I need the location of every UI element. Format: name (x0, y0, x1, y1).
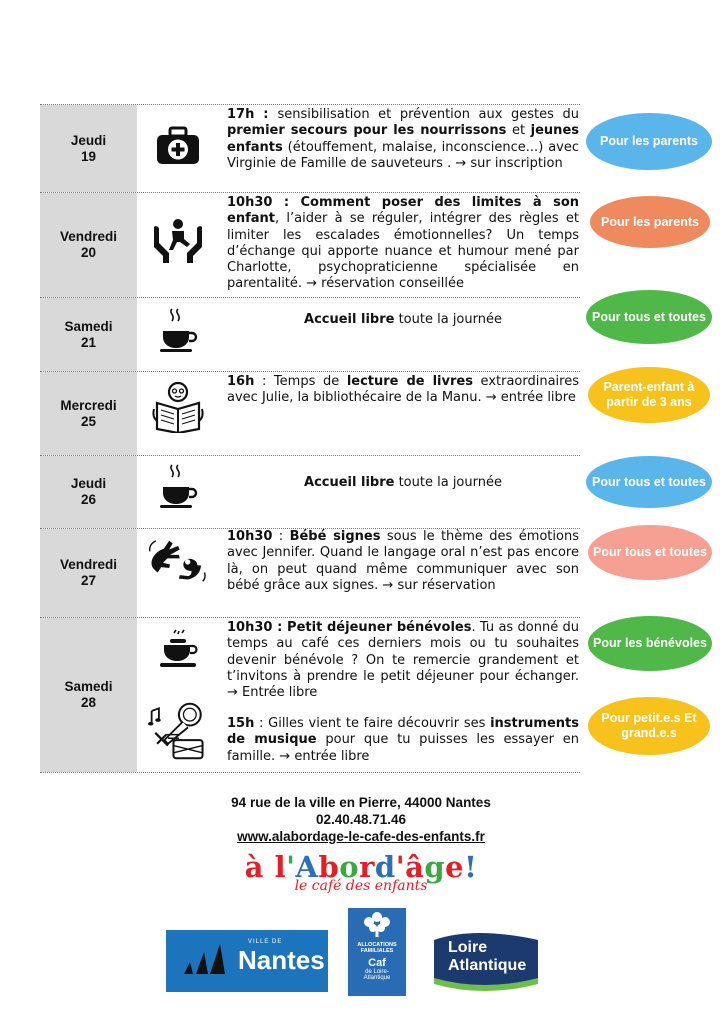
website-link[interactable]: www.alabordage-le-cafe-des-enfants.fr (237, 829, 485, 844)
day-name: Samedi (64, 318, 113, 334)
event-text (227, 195, 579, 293)
text-run: et (506, 123, 531, 139)
brand-tagline: le café des enfants (294, 878, 428, 894)
brand-letter: l (274, 850, 287, 884)
day-name: Jeudi (70, 132, 107, 148)
event-row (40, 617, 580, 773)
loire-line1: Loire (448, 939, 488, 956)
bold-text: instruments de musique (227, 716, 579, 748)
day-name: Vendredi (59, 557, 118, 572)
caf-line4: de Loire- (365, 969, 389, 975)
event-text (227, 475, 579, 491)
event-row (40, 371, 580, 455)
brand-letter: â (405, 850, 425, 884)
bold-text: 17h : (227, 107, 278, 122)
day-cell (40, 105, 137, 192)
day-date: 28 (80, 695, 97, 710)
sign-language-icon (148, 535, 208, 587)
audience-badge: Pour tous et toutes (586, 290, 712, 344)
day-date: 26 (80, 492, 97, 507)
bold-text: Accueil libre (304, 312, 395, 327)
loire-line2: Atlantique (448, 957, 527, 974)
day-name: Vendredi (59, 229, 118, 244)
brand-letter: b (318, 850, 340, 884)
brand-letter: ' (286, 850, 296, 884)
audience-badge: Pour les parents (590, 196, 710, 248)
event-text (227, 107, 579, 172)
brand-letter: à (244, 850, 264, 884)
bold-text: jeunes enfants (227, 123, 579, 155)
audience-badge: Pour tous et toutes (586, 456, 712, 508)
event-row (40, 455, 580, 528)
bold-text: premier secours pour les nourrissons (227, 123, 507, 139)
day-cell (40, 529, 137, 617)
text-run: . Tu as donné du temps au café ces derniers mois ou tu souhaites devenir bénévole ? On te remercie grandement et t’invitons à prendre le petit déjeuner pour échanger. → Entrée libre (227, 620, 579, 701)
event-text (227, 529, 579, 594)
brand-letter: g (424, 850, 446, 884)
brand-letter: o (339, 850, 360, 884)
day-name: Samedi (64, 679, 113, 694)
event-text (227, 374, 579, 407)
text-run: : Temps de (254, 374, 347, 389)
contact-footer (0, 794, 722, 845)
bold-text: Bébé signes (289, 529, 381, 544)
event-text (227, 312, 579, 328)
text-run: : (272, 529, 290, 544)
text-run: (étouffement, malaise, inconscience...) avec Virginie de Famille de sauveteurs . → sur inscription (227, 139, 579, 171)
text-run: toute la journée (394, 475, 502, 490)
caf-tree-icon (360, 911, 394, 937)
event-text (227, 716, 579, 765)
day-cell (40, 298, 137, 371)
caf-logo (348, 908, 406, 996)
text-run: toute la journée (394, 312, 502, 327)
audience-badge: Pour les bénévoles (588, 616, 712, 671)
text-run: : Gilles vient te faire découvrir ses (254, 716, 491, 731)
brand-letter: r (359, 850, 375, 884)
brand-letter: e (445, 850, 465, 884)
brand-logo (0, 850, 722, 894)
brand-letter: ' (395, 850, 406, 884)
audience-badge: Pour les parents (586, 113, 712, 170)
day-cell (40, 193, 137, 297)
brand-letter: A (295, 850, 319, 884)
brand-letter: ! (464, 850, 478, 884)
bold-text: 15h (227, 716, 255, 731)
bold-text: Accueil libre (304, 475, 395, 490)
event-row (40, 192, 580, 297)
bold-text: lecture de livres (346, 374, 473, 389)
hands-child-icon (148, 211, 208, 271)
ville-de-nantes-logo (166, 930, 328, 992)
day-date: 20 (80, 245, 97, 260)
first-aid-kit-icon (148, 121, 208, 171)
day-date: 27 (80, 573, 97, 588)
nantes-name: Nantes (238, 945, 325, 975)
day-name: Jeudi (70, 476, 107, 491)
day-name: Mercredi (60, 397, 117, 413)
address: 94 rue de la ville en Pierre, 44000 Nantes (231, 795, 491, 810)
person-reading-icon (148, 378, 208, 434)
audience-badge: Pour petit.e.s Et grand.e.s (588, 697, 710, 755)
nantes-small-text: VILLE DE (248, 939, 283, 945)
day-cell (40, 372, 137, 455)
bold-text: 10h30 (227, 529, 273, 544)
loire-atlantique-logo (430, 930, 542, 992)
day-cell (40, 618, 137, 772)
brand-letter: d (374, 850, 396, 884)
text-run: sous le thème des émotions avec Jennifer. Quand le langage oral n’est pas encore là, on peut quand même communiquer avec son bébé grâce aux signes. → sur réservation (227, 529, 579, 593)
caf-line5: Atlantique (363, 975, 391, 981)
bold-text: 10h30 : Comment poser des limites à son enfant (227, 195, 579, 227)
brand-letter (264, 850, 275, 884)
event-row (40, 297, 580, 371)
nantes-mark-icon (184, 944, 238, 978)
coffee-cup-icon (148, 306, 208, 354)
day-date: 19 (80, 148, 97, 164)
phone: 02.40.48.71.46 (315, 812, 407, 827)
day-date: 25 (80, 413, 97, 429)
text-run: sensibilisation et prévention aux gestes du (277, 107, 579, 122)
caf-line3: Caf (368, 957, 386, 969)
schedule-table (40, 104, 580, 773)
day-cell (40, 456, 137, 528)
coffee-croissant-icon (148, 626, 208, 672)
audience-badge: Pour tous et toutes (588, 525, 712, 580)
audience-badge: Parent-enfant à partir de 3 ans (588, 367, 710, 423)
text-run: , l’aider à se réguler, intégrer des règles et limiter les escalades émotionnelles? Un temps d’échange qui apporte nuance et humour mené par Charlotte, psychopraticienne spécialisée en parentalité. → réservation conseillée (227, 211, 579, 292)
event-row (40, 528, 580, 617)
caf-line2: FAMILIALES (360, 948, 394, 954)
day-date: 21 (80, 334, 97, 350)
bold-text: 16h (227, 374, 255, 389)
music-instruments-icon (148, 698, 208, 764)
coffee-cup-icon (148, 462, 208, 510)
bold-text: 10h30 : Petit déjeuner bénévoles (227, 620, 472, 635)
text-run: pour que tu puisses les essayer en famille. → entrée libre (227, 732, 579, 764)
caf-line1: ALLOCATIONS (357, 942, 397, 948)
text-run: extraordinaires avec Julie, la bibliothécaire de la Manu. → entrée libre (227, 374, 580, 406)
event-text (227, 620, 579, 701)
event-row (40, 104, 580, 192)
